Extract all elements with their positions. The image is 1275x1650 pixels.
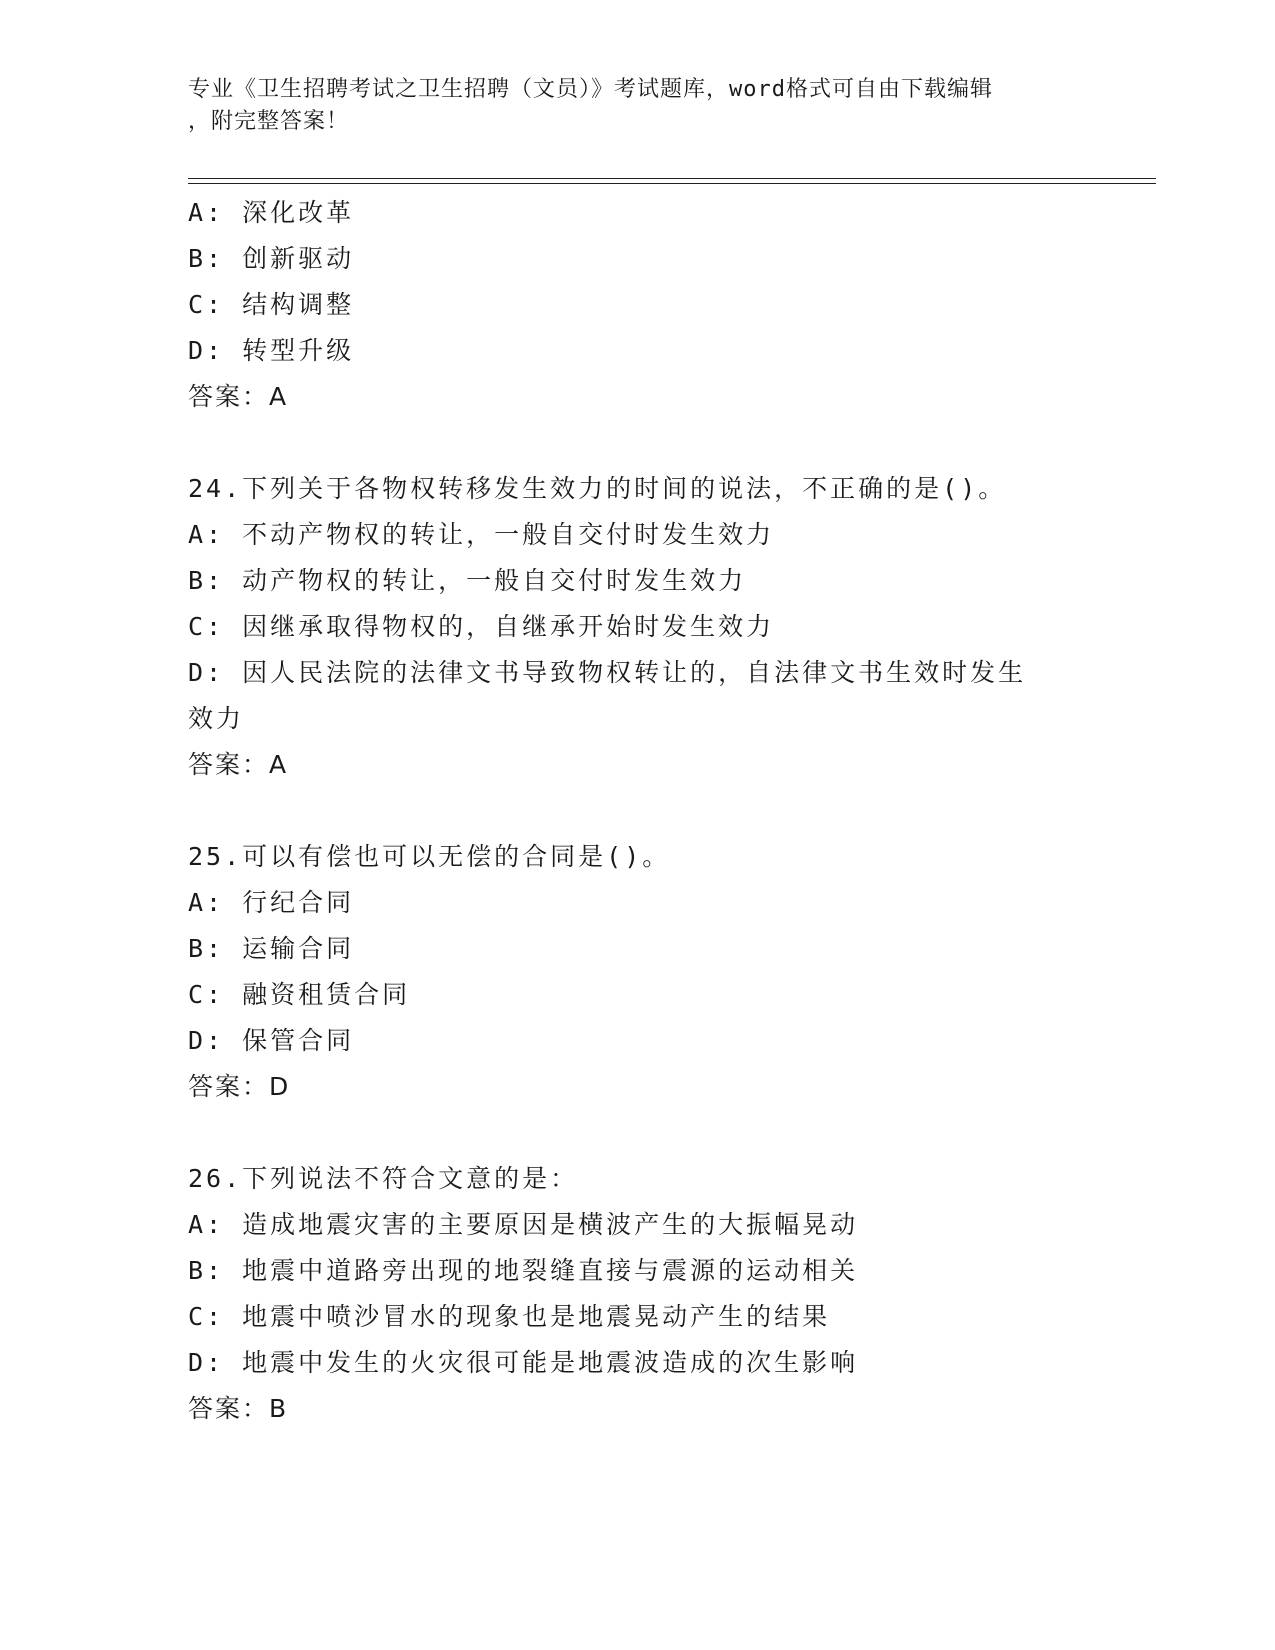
q24-option-c: C: 因继承取得物权的，自继承开始时发生效力	[188, 612, 775, 641]
q24-option-b: B: 动产物权的转让，一般自交付时发生效力	[188, 566, 747, 595]
q26-option-c: C: 地震中喷沙冒水的现象也是地震晃动产生的结果	[188, 1302, 831, 1331]
q23-option-c: C: 结构调整	[188, 290, 355, 319]
q23-option-a: A: 深化改革	[188, 198, 355, 227]
header-divider-bottom	[188, 183, 1156, 184]
q24-answer: 答案：A	[188, 750, 289, 779]
q25-option-d: D: 保管合同	[188, 1026, 355, 1055]
question-list	[188, 190, 1088, 1432]
q26-option-a: A: 造成地震灾害的主要原因是横波产生的大振幅晃动	[188, 1210, 859, 1239]
q25-option-c: C: 融资租赁合同	[188, 980, 411, 1009]
header-divider-top	[188, 178, 1156, 179]
question-23-block	[188, 190, 1088, 420]
spacer	[188, 420, 1088, 466]
q26-option-b: B: 地震中道路旁出现的地裂缝直接与震源的运动相关	[188, 1256, 859, 1285]
q25-answer: 答案：D	[188, 1072, 291, 1101]
question-25-block	[188, 834, 1088, 1110]
q24-option-d: D: 因人民法院的法律文书导致物权转让的，自法律文书生效时发生效力	[188, 658, 1027, 733]
q25-option-b: B: 运输合同	[188, 934, 355, 963]
q23-answer: 答案：A	[188, 382, 289, 411]
q24-option-a: A: 不动产物权的转让，一般自交付时发生效力	[188, 520, 775, 549]
q26-option-d: D: 地震中发生的火灾很可能是地震波造成的次生影响	[188, 1348, 859, 1377]
q25-option-a: A: 行纪合同	[188, 888, 355, 917]
spacer	[188, 788, 1088, 834]
spacer	[188, 1110, 1088, 1156]
q26-question: 26.下列说法不符合文意的是：	[188, 1164, 579, 1193]
q23-option-b: B: 创新驱动	[188, 244, 355, 273]
q26-answer: 答案：B	[188, 1394, 289, 1423]
header-line-2: ，附完整答案！	[188, 109, 350, 134]
q25-question: 25.可以有偿也可以无偿的合同是()。	[188, 842, 671, 871]
q24-question: 24.下列关于各物权转移发生效力的时间的说法，不正确的是()。	[188, 474, 1007, 503]
question-26-block	[188, 1156, 1088, 1432]
question-24-block	[188, 466, 1088, 788]
q23-option-d: D: 转型升级	[188, 336, 355, 365]
header-line-1: 专业《卫生招聘考试之卫生招聘（文员）》考试题库，word格式可自由下载编辑	[188, 77, 993, 102]
document-header	[188, 74, 1068, 138]
